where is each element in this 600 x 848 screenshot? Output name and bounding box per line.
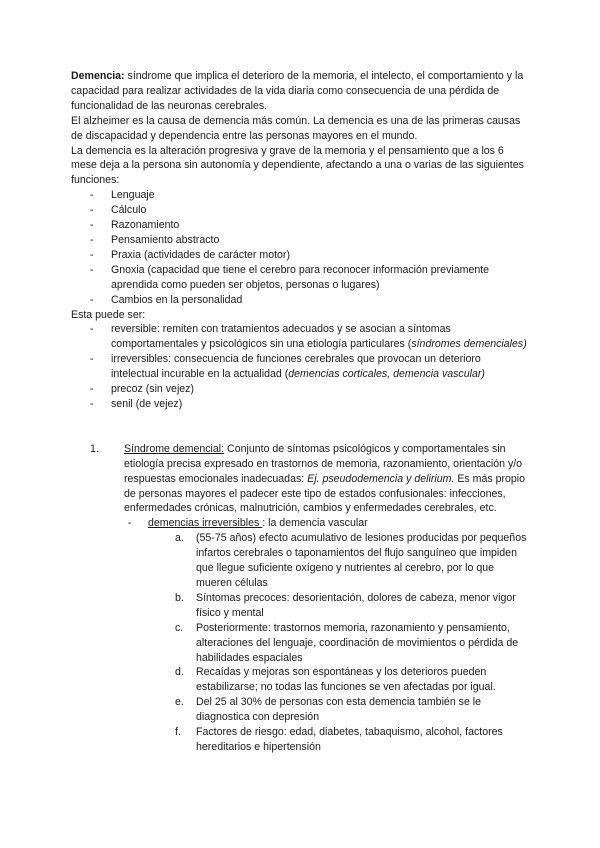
list-item: - Pensamiento abstracto	[90, 233, 531, 248]
list-item-irreversible	[90, 352, 531, 382]
section-title: Síndrome demencial:	[124, 442, 225, 455]
reversible-italic: síndromes demenciales)	[411, 338, 527, 351]
list-item: c. Posteriormente: trastornos memoria, razonamiento y pensamiento, alteraciones del lenguaje, coordinación de movimientos o pérdida de habilidades espaciales	[175, 621, 519, 664]
list-item: - Cambios en la personalidad	[90, 293, 531, 308]
sub-text: : la demencia vascular	[262, 517, 368, 530]
section-text-2: Es más propio de personas mayores el padecer este tipo de estados confusionales: infecciones, enfermedades crónicas, malnutrición, cambios y enfermedades cerebrales, etc.	[124, 472, 526, 515]
list-item: - Cálculo	[90, 203, 531, 218]
list-item-precoz: - precoz (sin vejez)	[90, 382, 531, 397]
section-1-paragraph	[124, 442, 531, 517]
alzheimer-paragraph: El alzheimer es la causa de demencia más común. La demencia es una de las primeras causas de discapacidad y dependencia entre las personas mayores en el mundo.	[71, 114, 521, 142]
list-item-reversible	[90, 322, 531, 352]
list-item: e. Del 25 al 30% de personas con esta demencia también se le diagnostica con depresión	[175, 696, 482, 724]
intro-paragraph	[71, 69, 531, 114]
section-number: 1.	[90, 442, 99, 455]
list-item: - Praxia (actividades de carácter motor)	[90, 248, 531, 263]
irreversible-italic: demencias corticales, demencia vascular)	[288, 368, 485, 381]
irreversible-text: irreversibles: consecuencia de funciones cerebrales que provocan un deterioro intelectual incurable en la actualidad (	[111, 353, 481, 381]
list-item: d. Recaídas y mejoras son espontáneas y los deterioros pueden estabilizarse; no todas las funciones se ven afectadas por igual.	[175, 666, 496, 694]
definition-text: síndrome que implica el deterioro de la memoria, el intelecto, el comportamiento y la capacidad para realizar actividades de la vida diaria como consecuencia de una pérdida de funcionalidad de las neuronas cerebrales.	[71, 70, 524, 112]
list-item: b. Síntomas precoces: desorientación, dolores de cabeza, menor vigor físico y mental	[175, 591, 516, 619]
vascular-points-list	[175, 531, 531, 755]
subsection-irreversibles	[128, 516, 531, 531]
list-item: a. (55-75 años) efecto acumulativo de lesiones producidas por pequeños infartos cerebrales o taponamientos del flujo sanguíneo que impiden que llegue suficiente oxígeno y nutrientes al cerebro, por lo que mueren células	[175, 532, 527, 589]
term-demencia: Demencia:	[71, 70, 125, 82]
types-intro: Esta puede ser:	[71, 308, 146, 321]
list-item: - Razonamiento	[90, 218, 531, 233]
functions-list	[71, 188, 531, 307]
sub-marker: -	[128, 517, 132, 530]
reversible-text: reversible: remiten con tratamientos adecuados y se asocian a síntomas comportamentales y psicológicos sin una etiología particulares (	[111, 323, 451, 351]
sub-title: demencias irreversibles	[148, 517, 263, 530]
section-text-1: Conjunto de síntomas psicológicos y comportamentales sin etiología precisa expresado en trastornos de memoria, razonamiento, orientación y/o respuestas emocionales inadecuadas:	[124, 442, 523, 485]
document-page	[71, 69, 531, 755]
progression-paragraph: La demencia es la alteración progresiva y grave de la memoria y el pensamiento que a los 6 mese deja a la persona sin autonomía y dependiente, afectando a una o varias de las siguientes funciones:	[71, 144, 524, 187]
list-item: f. Factores de riesgo: edad, diabetes, tabaquismo, alcohol, factores hereditarios e hipertensión	[175, 726, 503, 753]
types-list	[71, 322, 531, 411]
numbered-list	[71, 442, 531, 755]
section-example: Ej. pseudodemencia y delirium.	[307, 472, 455, 485]
spacer	[71, 412, 531, 442]
section-1	[90, 442, 531, 755]
list-item: - Lenguaje	[90, 188, 531, 203]
list-item-senil: - senil (de vejez)	[90, 397, 531, 412]
list-item: - Gnoxia (capacidad que tiene el cerebro para reconocer información previamente aprendida como pueden ser objetos, personas o lugares)	[90, 263, 531, 293]
